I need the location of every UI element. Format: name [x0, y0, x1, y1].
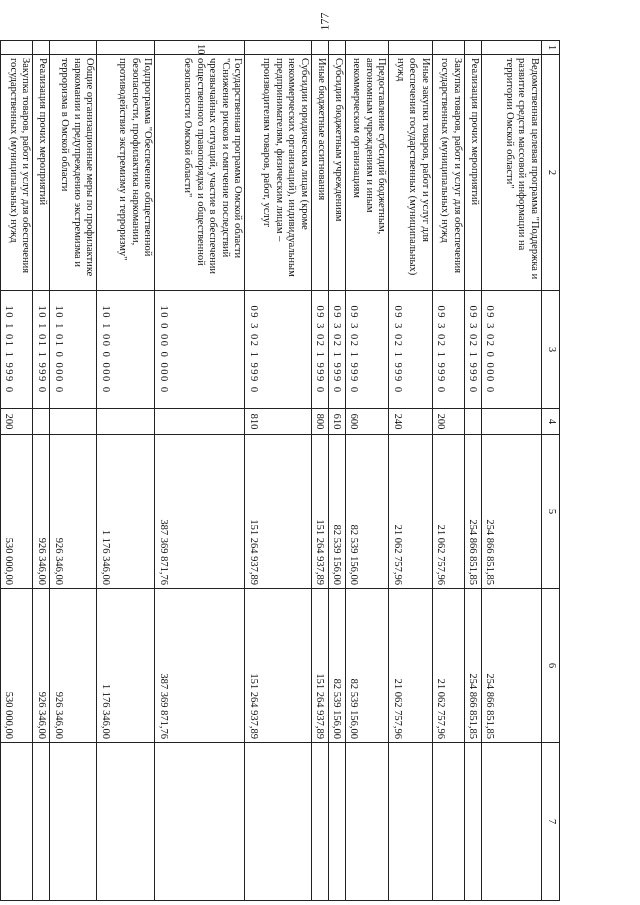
row-value-7	[33, 743, 50, 901]
row-value-5: 387 369 871,76	[155, 435, 245, 589]
row-name: Общие организационные меры по профилактике наркомании и предупреждению экстремизма и терроризма в Омской области	[50, 55, 97, 291]
row-value-5: 254 866 851,85	[481, 435, 541, 589]
header-cell-5: 5	[541, 435, 559, 589]
row-vr: 800	[311, 409, 328, 435]
row-name: Субсидии бюджетным учреждениям	[328, 55, 345, 291]
row-vr	[155, 409, 245, 435]
table-row	[155, 41, 245, 901]
table-row	[1, 41, 33, 901]
row-index	[464, 41, 481, 55]
row-index	[97, 41, 155, 55]
row-vr	[481, 409, 541, 435]
header-cell-6: 6	[541, 589, 559, 743]
row-code: 09 3 02 1 999 0	[345, 291, 388, 409]
row-value-7	[389, 743, 432, 901]
row-code: 10 1 00 0 000 0	[97, 291, 155, 409]
budget-table	[0, 40, 560, 901]
row-value-7	[155, 743, 245, 901]
row-name: Ведомственная целевая программа "Поддержка и развитие средств массовой информации на территории Омской области"	[481, 55, 541, 291]
row-value-6: 82 539 156,00	[328, 589, 345, 743]
row-value-7	[432, 743, 464, 901]
row-value-6: 21 062 757,96	[432, 589, 464, 743]
header-cell-7: 7	[541, 743, 559, 901]
row-value-6: 926 346,00	[50, 589, 97, 743]
row-name: Государственная программа Омской области "Снижение рисков и смягчение последствий чрезвычайных ситуаций, участие в обеспечении общественного правопорядка и общественной безопасности Омской области"	[155, 55, 245, 291]
page-number: 177	[317, 12, 332, 31]
table-row	[328, 41, 345, 901]
header-cell-2: 2	[541, 55, 559, 291]
row-index	[389, 41, 432, 55]
row-vr: 600	[345, 409, 388, 435]
header-cell-4: 4	[541, 409, 559, 435]
table-row	[464, 41, 481, 901]
row-name: Реализация прочих мероприятий	[33, 55, 50, 291]
row-code: 09 3 02 0 000 0	[481, 291, 541, 409]
row-code: 09 3 02 1 999 0	[432, 291, 464, 409]
row-value-5: 1 176 346,00	[97, 435, 155, 589]
row-value-7	[311, 743, 328, 901]
table-row	[97, 41, 155, 901]
table-row	[432, 41, 464, 901]
budget-table-sheet	[0, 40, 560, 900]
row-code: 10 1 01 1 999 0	[1, 291, 33, 409]
row-code: 10 1 01 1 999 0	[33, 291, 50, 409]
row-value-6: 151 264 937,89	[245, 589, 311, 743]
row-value-5: 21 062 757,96	[389, 435, 432, 589]
row-value-6: 530 000,00	[1, 589, 33, 743]
row-vr	[33, 409, 50, 435]
row-index	[245, 41, 311, 55]
row-vr: 240	[389, 409, 432, 435]
row-code: 09 3 02 1 999 0	[311, 291, 328, 409]
row-value-6: 21 062 757,96	[389, 589, 432, 743]
table-row	[50, 41, 97, 901]
row-name: Предоставление субсидий бюджетным, автономным учреждениям и иным некоммерческим организациям	[345, 55, 388, 291]
row-value-5: 926 346,00	[33, 435, 50, 589]
row-value-7	[328, 743, 345, 901]
row-vr: 810	[245, 409, 311, 435]
row-name: Иные бюджетные ассигнования	[311, 55, 328, 291]
row-value-7	[97, 743, 155, 901]
header-row	[541, 41, 559, 901]
row-value-7	[245, 743, 311, 901]
row-value-6: 1 176 346,00	[97, 589, 155, 743]
row-name: Закупка товаров, работ и услуг для обеспечения государственных (муниципальных) нужд	[1, 55, 33, 291]
row-vr: 610	[328, 409, 345, 435]
row-code: 09 3 02 1 999 0	[464, 291, 481, 409]
row-value-6: 254 866 851,85	[464, 589, 481, 743]
row-value-5: 926 346,00	[50, 435, 97, 589]
row-value-6: 926 346,00	[33, 589, 50, 743]
row-value-6: 254 866 851,85	[481, 589, 541, 743]
row-name: Реализация прочих мероприятий	[464, 55, 481, 291]
row-name: Подпрограмма "Обеспечение общественной безопасности, профилактика наркомании, противодействие экстремизму и терроризму"	[97, 55, 155, 291]
table-row	[245, 41, 311, 901]
row-vr	[50, 409, 97, 435]
row-code: 09 3 02 1 999 0	[389, 291, 432, 409]
row-vr: 200	[1, 409, 33, 435]
row-code: 09 3 02 1 999 0	[328, 291, 345, 409]
table-row	[481, 41, 541, 901]
row-index	[328, 41, 345, 55]
row-index	[481, 41, 541, 55]
row-index	[1, 41, 33, 55]
row-index	[311, 41, 328, 55]
row-value-5: 151 264 937,89	[311, 435, 328, 589]
row-code: 10 0 00 0 000 0	[155, 291, 245, 409]
row-value-7	[345, 743, 388, 901]
table-row	[33, 41, 50, 901]
table-row	[311, 41, 328, 901]
row-value-5: 82 539 156,00	[328, 435, 345, 589]
row-value-5: 151 264 937,89	[245, 435, 311, 589]
row-value-7	[464, 743, 481, 901]
row-vr	[97, 409, 155, 435]
row-value-5: 21 062 757,96	[432, 435, 464, 589]
row-code: 10 1 01 0 000 0	[50, 291, 97, 409]
row-name: Закупка товаров, работ и услуг для обеспечения государственных (муниципальных) нужд	[432, 55, 464, 291]
row-vr: 200	[432, 409, 464, 435]
table-row	[389, 41, 432, 901]
row-value-6: 82 539 156,00	[345, 589, 388, 743]
row-vr	[464, 409, 481, 435]
row-value-7	[481, 743, 541, 901]
row-index	[50, 41, 97, 55]
header-cell-3: 3	[541, 291, 559, 409]
row-index	[33, 41, 50, 55]
row-value-6: 151 264 937,89	[311, 589, 328, 743]
row-value-5: 530 000,00	[1, 435, 33, 589]
row-value-7	[50, 743, 97, 901]
row-name: Иные закупки товаров, работ и услуг для обеспечения государственных (муниципальных) нужд	[389, 55, 432, 291]
header-cell-1: 1	[541, 41, 559, 55]
row-index	[432, 41, 464, 55]
row-value-5: 82 539 156,00	[345, 435, 388, 589]
row-code: 09 3 02 1 999 0	[245, 291, 311, 409]
row-value-6: 387 369 871,76	[155, 589, 245, 743]
row-index	[345, 41, 388, 55]
row-index: 10	[155, 41, 245, 55]
table-row	[345, 41, 388, 901]
row-name: Субсидии юридическим лицам (кроме некоммерческих организаций), индивидуальным предпринимателям, физическим лицам – производителям товаров, работ, услуг	[245, 55, 311, 291]
row-value-5: 254 866 851,85	[464, 435, 481, 589]
row-value-7	[1, 743, 33, 901]
